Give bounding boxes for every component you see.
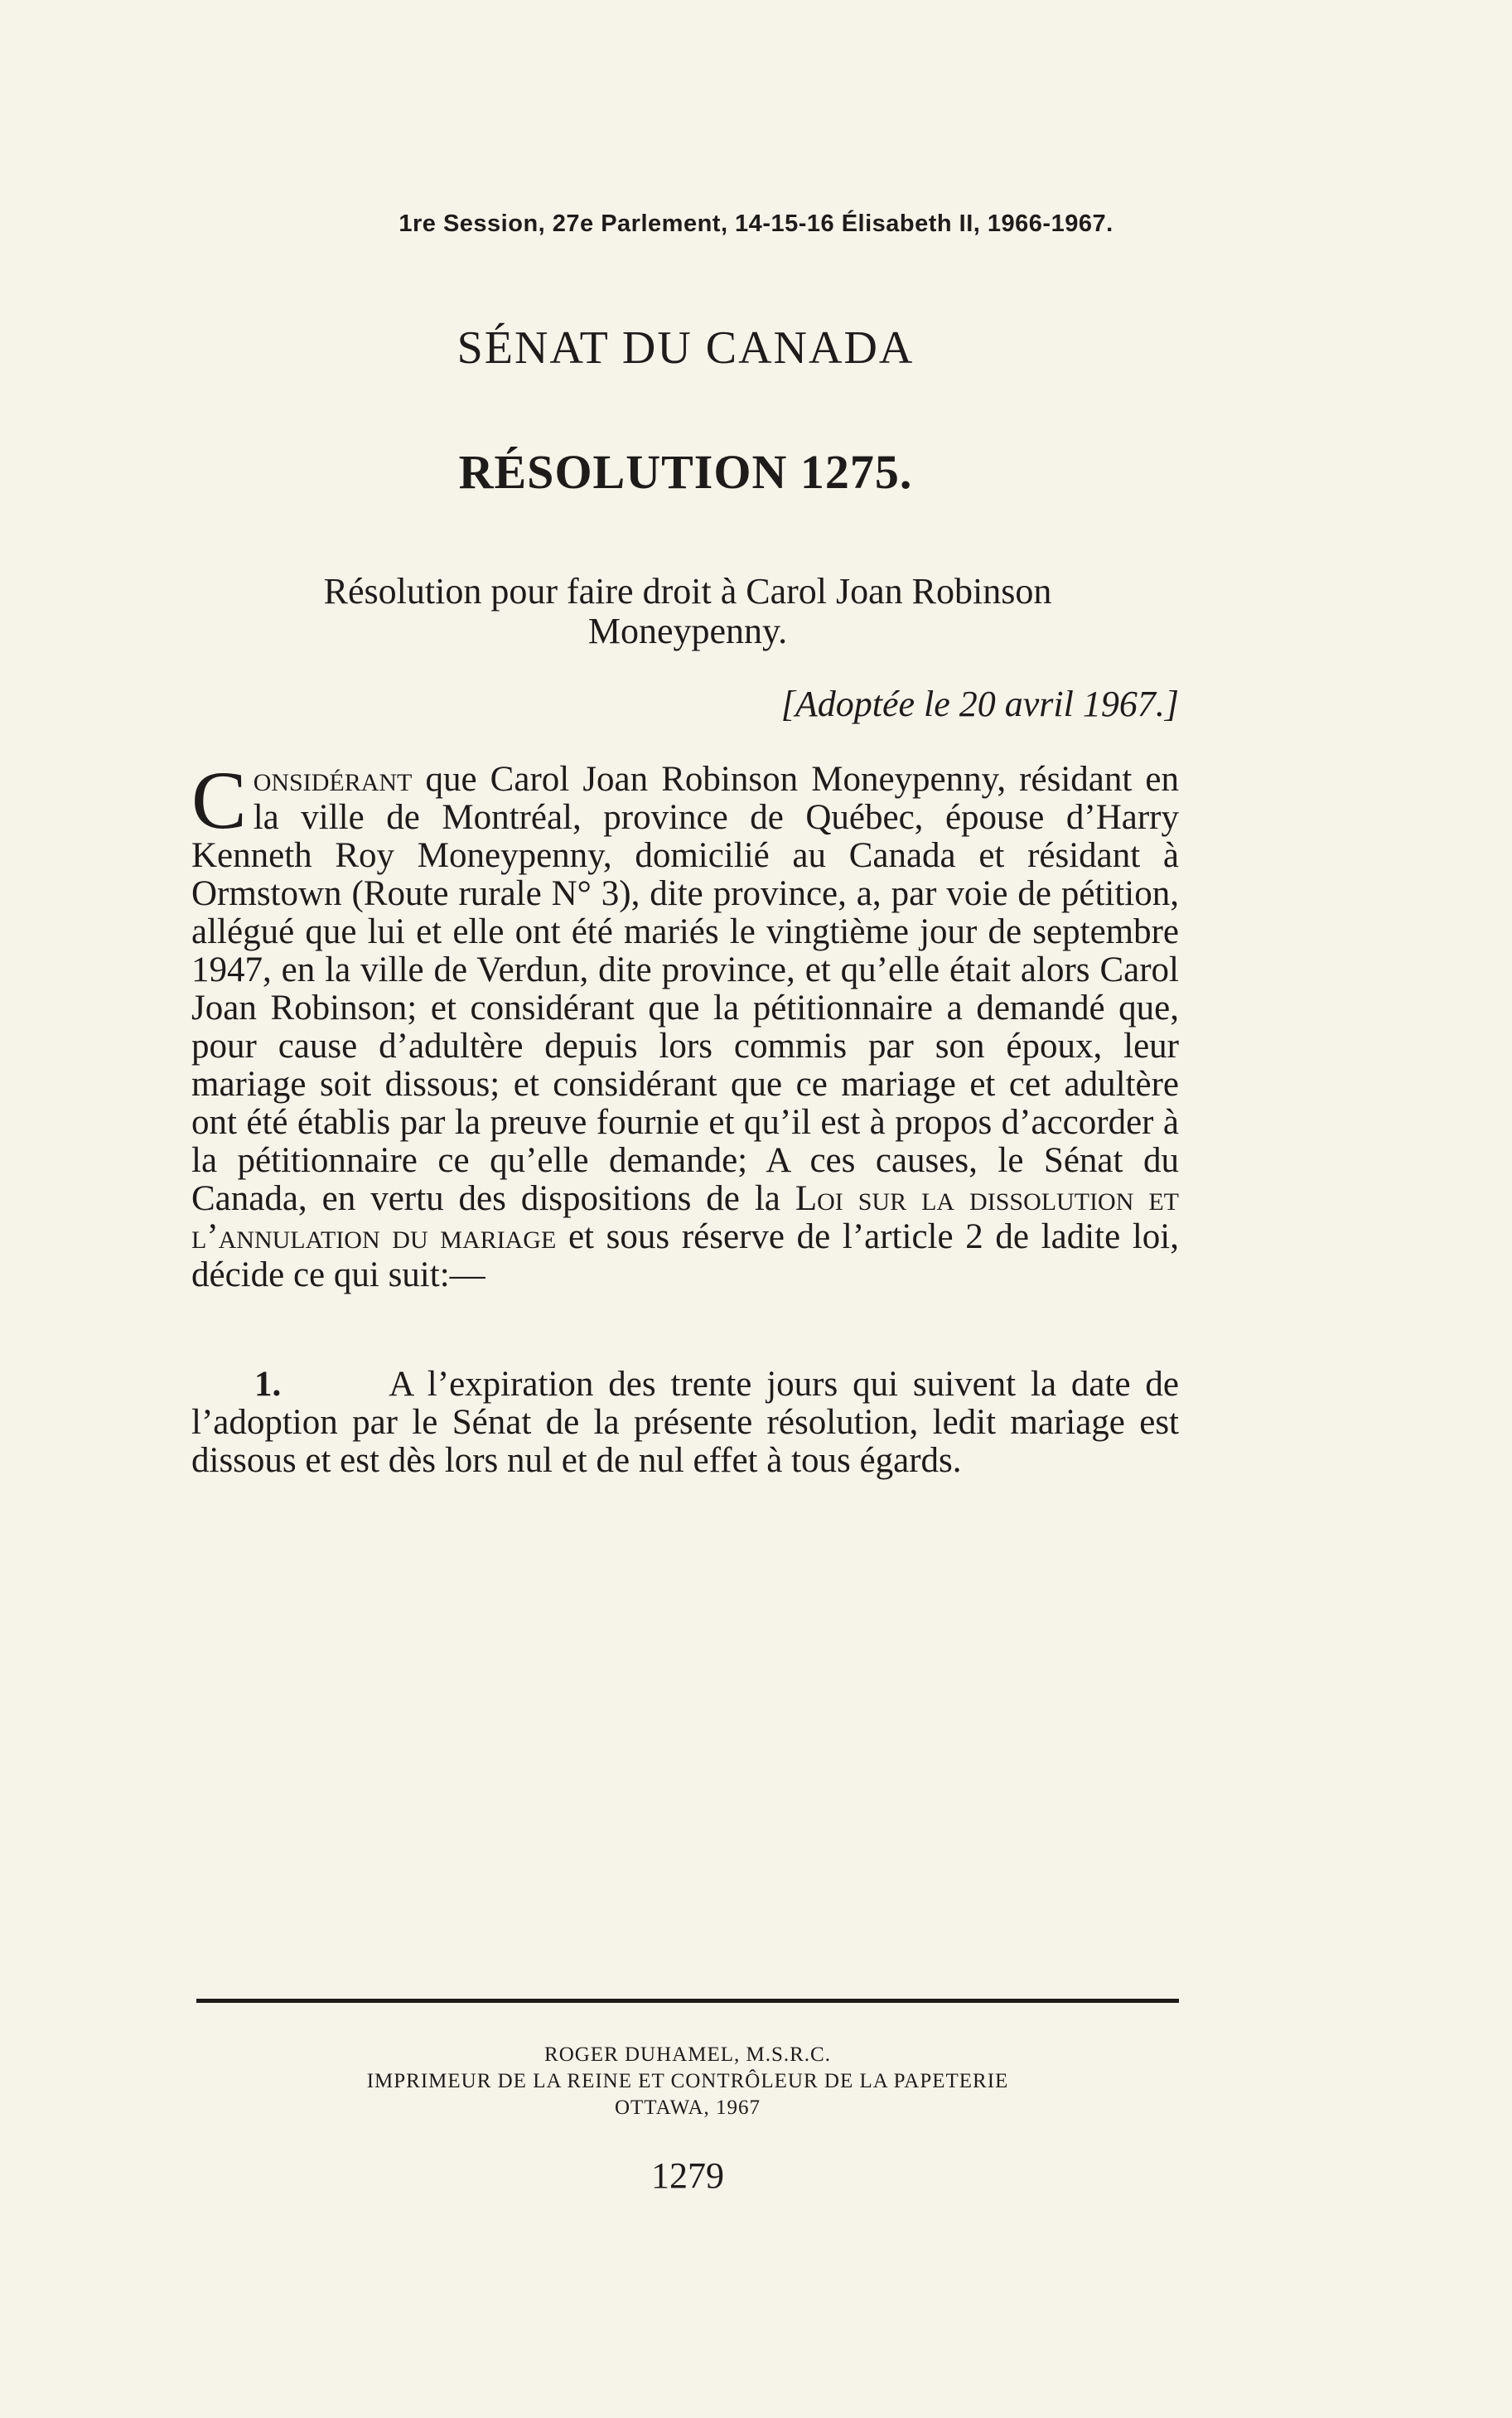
- printer-imprint: [196, 2042, 1179, 2121]
- institution-title: SÉNAT DU CANADA: [456, 322, 915, 374]
- preamble-text-2: et sous réserve de l’article 2 de ladite loi, décide ce qui suit:—: [191, 1217, 1179, 1294]
- printer-name: ROGER DUHAMEL, M.S.R.C.: [544, 2043, 831, 2066]
- resolution-subtitle: Résolution pour faire droit à Carol Joan Robinson Moneypenny.: [323, 571, 1052, 651]
- preamble-text-1: que Carol Joan Robinson Moneypenny, résidant en la ville de Montréal, province de Québec, épouse d’Harry Kenneth Roy Moneypenny, domicilié au Canada et résidant à Ormstown (Route rurale N° 3), dite province, a, par voie de pétition, allégué que lui et elle ont été mariés le vingtième jour de septembre 1947, en la ville de Verdun, dite province, et qu’elle était alors Carol Joan Robinson; et considérant que la pétitionnaire a demandé que, pour cause d’adultère depuis lors commis par son époux, leur mariage soit dissous; et considérant que ce mariage et cet adultère ont été établis par la preuve fournie et qu’il est à propos d’accorder à la pétitionnaire ce qu’elle demande; A ces causes, le Sénat du Canada, en vertu des dispositions de la: [191, 760, 1179, 1218]
- adoption-date: [Adoptée le 20 avril 1967.]: [780, 684, 1179, 724]
- printer-title: IMPRIMEUR DE LA REINE ET CONTRÔLEUR DE LA PAPETERIE: [366, 2070, 1009, 2092]
- page-number: 1279: [651, 2155, 724, 2196]
- place-year: OTTAWA, 1967: [614, 2096, 761, 2119]
- article-1: [191, 1366, 1179, 1480]
- preamble-paragraph: [191, 754, 1179, 1294]
- drop-cap: C: [191, 754, 247, 846]
- lead-word: onsidérant: [253, 760, 413, 799]
- article-text: A l’expiration des trente jours qui suivent la date de l’adoption par le Sénat de la présente résolution, ledit mariage est dissous et est dès lors nul et de nul effet à tous égards.: [191, 1365, 1179, 1480]
- footer-rule: [196, 1999, 1179, 2003]
- resolution-title: RÉSOLUTION 1275.: [458, 445, 913, 499]
- session-header: 1re Session, 27e Parlement, 14-15-16 Élisabeth II, 1966-1967.: [399, 210, 1113, 237]
- article-number: 1.: [254, 1365, 282, 1404]
- law-name: Loi sur la dissolution et l’annulation du mariage: [191, 1179, 1179, 1256]
